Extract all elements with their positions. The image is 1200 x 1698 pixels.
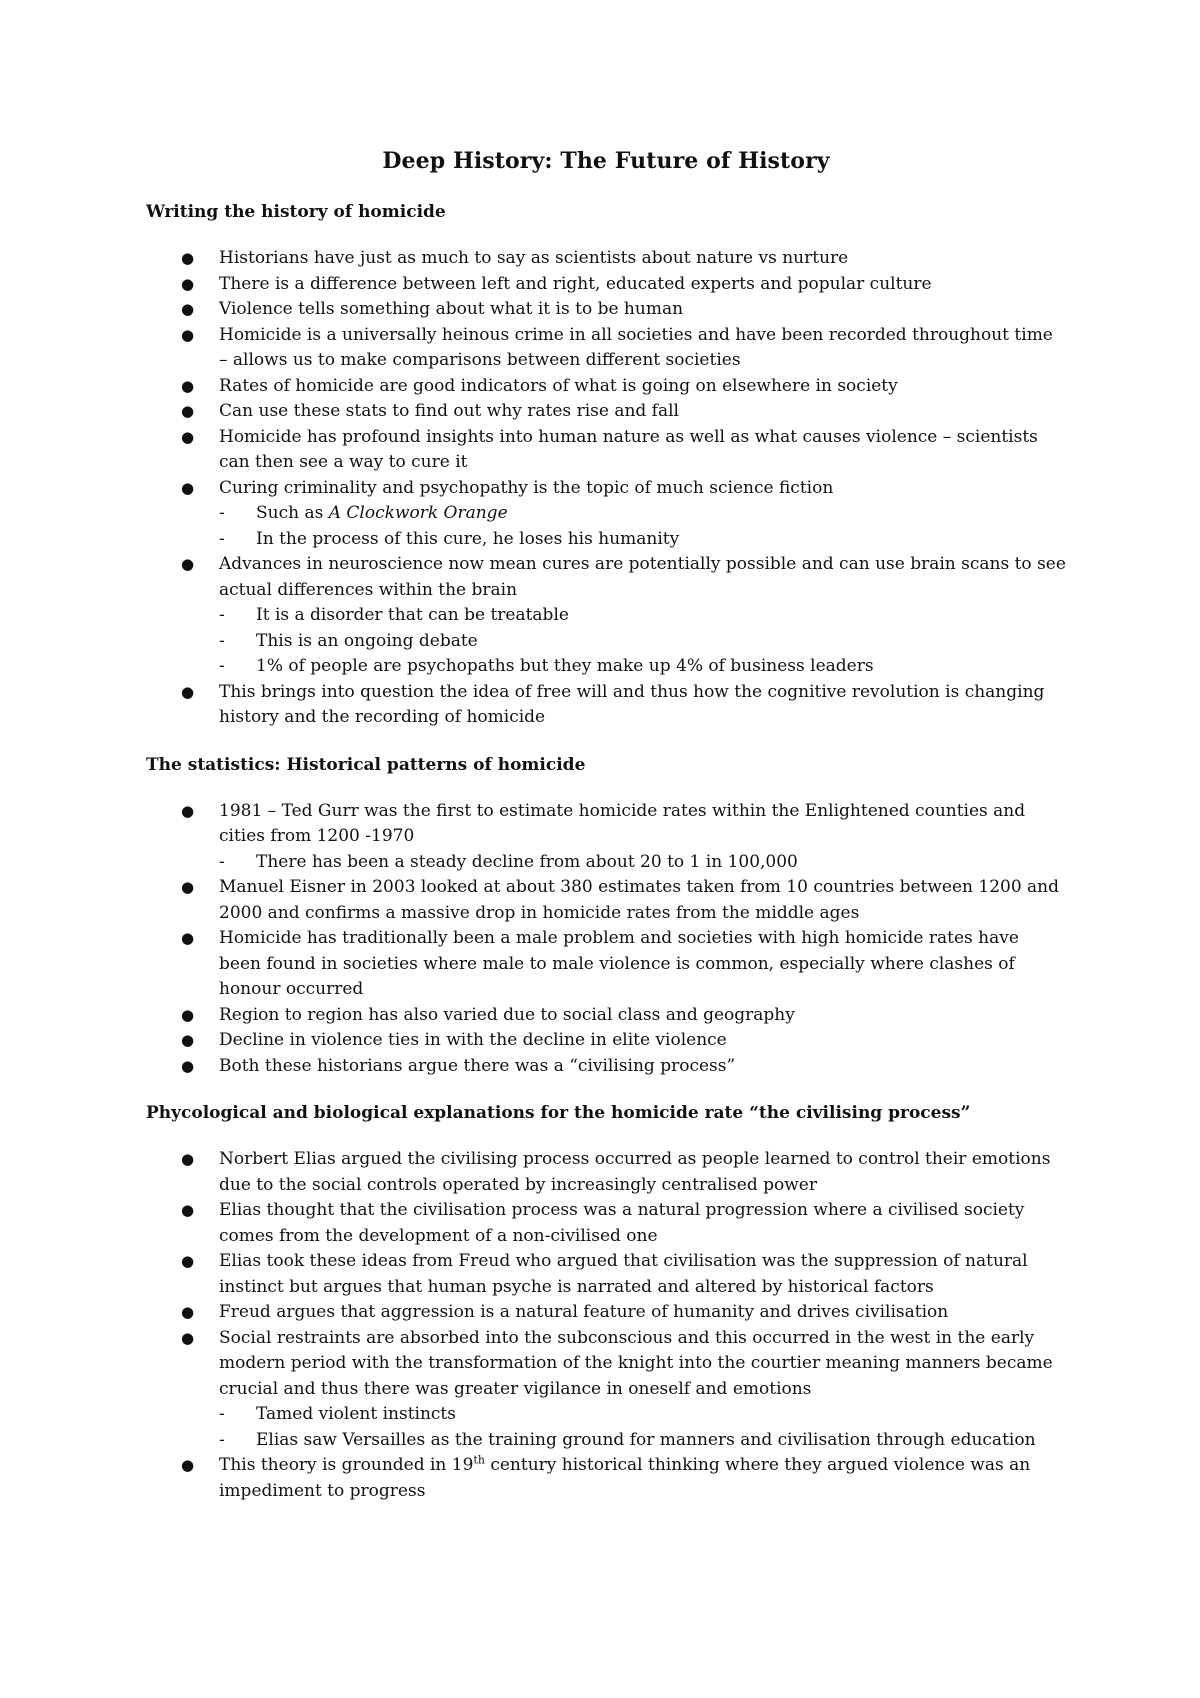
bullet-text: Rates of homicide are good indicators of what is going on elsewhere in society <box>219 375 898 396</box>
bullet-item <box>146 399 1066 425</box>
bullet-icon: ● <box>181 1456 195 1474</box>
bullet-item <box>146 875 1066 926</box>
dash-icon: - <box>219 656 225 676</box>
sub-text: It is a disorder that can be treatable <box>256 605 569 625</box>
bullet-icon: ● <box>181 1303 195 1321</box>
bullet-icon: ● <box>181 427 195 446</box>
bullet-text: Both these historians argue there was a “civilising process” <box>219 1055 736 1076</box>
bullet-text: Social restraints are absorbed into the subconscious and this occurred in the west in the early modern period with the transformation of the knight into the courtier meaning manners became crucial and thus there was greater vigilance in oneself and emotions <box>219 1327 1053 1399</box>
sub-item <box>219 1428 1066 1454</box>
bullet-item <box>146 552 1066 680</box>
bullet-item <box>146 476 1066 553</box>
sub-item <box>219 501 1066 527</box>
bullet-text: Freud argues that aggression is a natural feature of humanity and drives civilisation <box>219 1302 949 1322</box>
bullet-icon: ● <box>181 555 195 573</box>
bullet-item <box>146 1326 1066 1454</box>
sub-text-italic: A Clockwork Orange <box>328 503 508 523</box>
section <box>146 755 1066 1080</box>
bullet-item <box>146 1453 1066 1504</box>
bullet-text: This brings into question the idea of free will and thus how the cognitive revolution is changing history and the recording of homicide <box>219 681 1045 727</box>
dash-icon: - <box>219 851 225 872</box>
bullet-text: Norbert Elias argued the civilising process occurred as people learned to control their emotions due to the social controls operated by increasingly centralised power <box>219 1149 1051 1195</box>
bullet-text: Homicide has traditionally been a male problem and societies with high homicide rates have been found in societies where male to male violence is common, especially where clashes of honour occurred <box>219 928 1019 999</box>
bullet-icon: ● <box>181 325 195 344</box>
bullet-text: Historians have just as much to say as scientists about nature vs nurture <box>219 248 849 268</box>
bullet-icon: ● <box>181 274 195 293</box>
bullet-icon: ● <box>181 1201 195 1219</box>
sub-item <box>219 654 1066 680</box>
dash-icon: - <box>219 1429 225 1450</box>
bullet-item <box>146 1198 1066 1249</box>
section-heading: Writing the history of homicide <box>146 202 446 222</box>
bullet-list <box>146 246 1066 731</box>
bullet-item <box>146 799 1066 876</box>
bullet-item <box>146 374 1066 400</box>
dash-icon: - <box>219 528 225 549</box>
dash-icon: - <box>219 630 225 651</box>
sub-list <box>219 501 1066 552</box>
bullet-icon: ● <box>181 1328 195 1347</box>
sub-item <box>219 629 1066 655</box>
bullet-icon: ● <box>181 1252 195 1270</box>
bullet-item <box>146 926 1066 1003</box>
bullet-text: Manuel Eisner in 2003 looked at about 380 estimates taken from 10 countries between 1200 and 2000 and confirms a massive drop in homicide rates from the middle ages <box>219 877 1060 923</box>
bullet-item <box>146 1300 1066 1326</box>
bullet-icon: ● <box>181 376 195 395</box>
bullet-item <box>146 1028 1066 1054</box>
bullet-text: Region to region has also varied due to social class and geography <box>219 1004 795 1025</box>
sub-list <box>219 1402 1066 1453</box>
bullet-text: There is a difference between left and right, educated experts and popular culture <box>219 273 932 294</box>
sub-item <box>219 850 1066 876</box>
bullet-text: Violence tells something about what it is to be human <box>219 299 684 319</box>
sub-item <box>219 1402 1066 1428</box>
bullet-icon: ● <box>181 249 195 267</box>
bullet-list <box>146 799 1066 1080</box>
section <box>146 202 1066 731</box>
document-title: Deep History: The Future of History <box>382 148 830 174</box>
bullet-text: Homicide has profound insights into human nature as well as what causes violence – scientists can then see a way to cure it <box>219 426 1038 472</box>
bullet-item <box>146 1147 1066 1198</box>
section-heading: Phycological and biological explanations for the homicide rate “the civilising process” <box>146 1103 971 1123</box>
sub-text: Such as <box>256 503 329 523</box>
sub-text: In the process of this cure, he loses his humanity <box>256 528 680 549</box>
dash-icon: - <box>219 605 225 625</box>
bullet-icon: ● <box>181 1031 195 1049</box>
sub-list <box>219 850 1066 876</box>
bullet-text: Curing criminality and psychopathy is the topic of much science fiction <box>219 477 834 498</box>
sub-text: There has been a steady decline from about 20 to 1 in 100,000 <box>256 851 798 872</box>
bullet-icon: ● <box>181 478 195 497</box>
bullet-text: Elias thought that the civilisation process was a natural progression where a civilised society comes from the development of a non-civilised one <box>219 1200 1025 1246</box>
bullet-item <box>146 246 1066 272</box>
sub-text: Elias saw Versailles as the training ground for manners and civilisation through education <box>256 1429 1036 1450</box>
bullet-item <box>146 1054 1066 1080</box>
bullet-text: 1981 – Ted Gurr was the first to estimate homicide rates within the Enlightened counties and cities from 1200 -1970 <box>219 800 1026 846</box>
bullet-text: This theory is grounded in 19 <box>219 1455 474 1475</box>
dash-icon: - <box>219 503 225 523</box>
bullet-item <box>146 323 1066 374</box>
bullet-text: Homicide is a universally heinous crime in all societies and have been recorded throughout time – allows us to make comparisons between different societies <box>219 324 1053 370</box>
bullet-icon: ● <box>181 801 195 820</box>
bullet-item <box>146 1003 1066 1029</box>
sub-list <box>219 603 1066 680</box>
document-body <box>146 202 1066 1504</box>
bullet-icon: ● <box>181 878 195 896</box>
sub-item <box>219 603 1066 629</box>
sub-item <box>219 527 1066 553</box>
superscript: th <box>473 1453 485 1467</box>
sub-text: 1% of people are psychopaths but they make up 4% of business leaders <box>256 656 874 676</box>
bullet-text: Can use these stats to find out why rates rise and fall <box>219 401 679 421</box>
bullet-icon: ● <box>181 929 195 947</box>
section <box>146 1103 1066 1504</box>
bullet-icon: ● <box>181 1005 195 1024</box>
bullet-icon: ● <box>181 682 195 701</box>
bullet-icon: ● <box>181 300 195 318</box>
bullet-item <box>146 272 1066 298</box>
sub-text: Tamed violent instincts <box>256 1404 456 1424</box>
dash-icon: - <box>219 1404 225 1424</box>
section-heading: The statistics: Historical patterns of homicide <box>146 754 586 775</box>
bullet-item <box>146 425 1066 476</box>
bullet-item <box>146 1249 1066 1300</box>
sub-text: This is an ongoing debate <box>256 630 478 651</box>
bullet-text-continued: century historical thinking where they argued violence was an impediment to progress <box>219 1455 1031 1501</box>
bullet-icon: ● <box>181 1056 195 1075</box>
bullet-text: Advances in neuroscience now mean cures are potentially possible and can use brain scans to see actual differences within the brain <box>219 554 1066 600</box>
bullet-item <box>146 297 1066 323</box>
bullet-icon: ● <box>181 402 195 420</box>
bullet-item <box>146 680 1066 731</box>
bullet-icon: ● <box>181 1150 195 1168</box>
document-page <box>146 136 1066 1528</box>
bullet-text: Elias took these ideas from Freud who argued that civilisation was the suppression of natural instinct but argues that human psyche is narrated and altered by historical factors <box>219 1251 1028 1297</box>
bullet-text: Decline in violence ties in with the decline in elite violence <box>219 1030 727 1050</box>
bullet-list <box>146 1147 1066 1504</box>
